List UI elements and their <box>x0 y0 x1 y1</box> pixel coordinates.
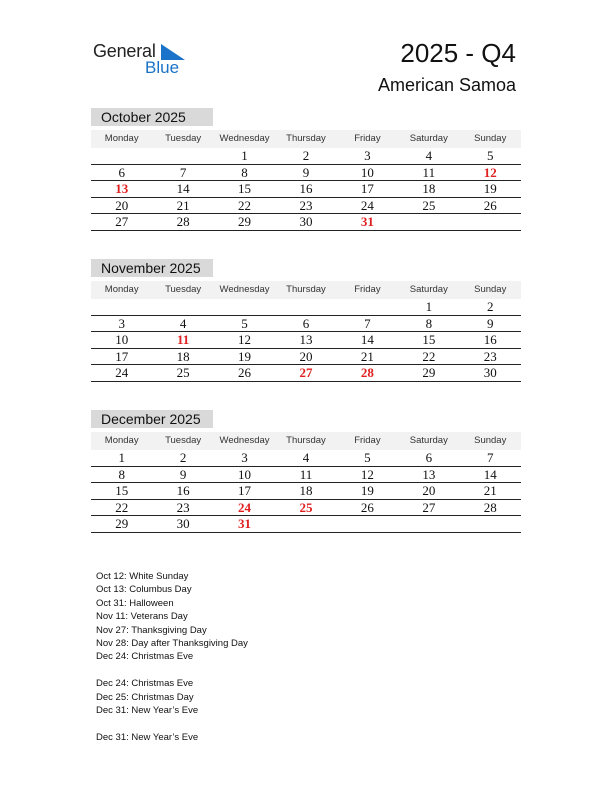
day-cell: 29 <box>115 516 129 531</box>
day-cell: 27 <box>115 214 129 229</box>
holiday-note: Oct 31: Halloween <box>96 597 174 609</box>
day-cell: 11 <box>299 466 313 482</box>
day-cell: 25 <box>422 197 436 213</box>
day-cell: 8 <box>425 315 433 331</box>
day-cell: 17 <box>115 348 129 364</box>
day-cell <box>337 299 398 315</box>
holiday-day-cell: 11 <box>176 332 190 347</box>
day-cell: 1 <box>241 148 248 163</box>
day-cell <box>275 299 336 315</box>
day-cell: 6 <box>302 315 310 331</box>
day-cell: 23 <box>176 499 190 515</box>
holiday-day-cell: 31 <box>360 214 374 229</box>
month-label: December 2025 <box>91 410 213 428</box>
day-cell: 19 <box>483 181 497 196</box>
day-cell: 24 <box>115 365 129 380</box>
day-cell: 22 <box>115 499 129 515</box>
day-cell: 13 <box>422 466 436 482</box>
weekday-label: Saturday <box>409 133 448 144</box>
week-row <box>91 181 521 198</box>
week-row <box>91 516 521 533</box>
holiday-note: Nov 27: Thanksgiving Day <box>96 624 207 636</box>
week-row <box>91 148 521 165</box>
weekday-label: Sunday <box>474 284 507 295</box>
holiday-day-cell: 25 <box>299 499 313 515</box>
day-cell: 19 <box>360 483 374 498</box>
day-cell: 18 <box>176 348 190 364</box>
holiday-note: Dec 24: Christmas Eve <box>96 678 194 690</box>
holiday-notes-group-2 <box>96 677 248 717</box>
month-calendar-december <box>91 410 521 533</box>
weekday-label: Thursday <box>286 133 326 144</box>
holiday-day-cell: 27 <box>299 365 313 380</box>
weekday-label: Monday <box>104 435 139 446</box>
day-cell: 30 <box>299 214 313 229</box>
day-cell: 6 <box>118 164 125 180</box>
weekday-label: Tuesday <box>165 133 202 144</box>
day-cell: 8 <box>118 466 125 482</box>
day-cell: 10 <box>238 466 252 482</box>
weekday-label: Saturday <box>409 284 448 295</box>
day-cell: 5 <box>486 148 494 163</box>
day-cell: 21 <box>483 483 497 498</box>
logo <box>93 41 193 77</box>
holiday-note: Nov 28: Day after Thanksgiving Day <box>96 638 248 650</box>
day-cell: 12 <box>360 466 374 482</box>
week-row <box>91 467 521 484</box>
weekday-header-row <box>91 281 521 299</box>
day-cell: 21 <box>176 197 190 213</box>
day-cell: 14 <box>483 466 497 482</box>
day-cell: 9 <box>302 164 310 180</box>
holiday-notes <box>96 570 248 744</box>
day-cell: 15 <box>238 181 252 196</box>
month-calendar-october <box>91 108 521 231</box>
day-cell: 29 <box>238 214 252 229</box>
week-row <box>91 483 521 500</box>
day-cell: 26 <box>238 365 252 380</box>
day-cell: 3 <box>241 450 248 465</box>
day-cell <box>152 148 213 164</box>
weekday-label: Saturday <box>409 435 448 446</box>
day-cell: 29 <box>422 365 436 380</box>
month-label: November 2025 <box>91 259 213 277</box>
day-cell: 9 <box>179 466 187 482</box>
holiday-note: Dec 25: Christmas Day <box>96 691 194 703</box>
holiday-day-cell: 24 <box>238 499 252 515</box>
day-cell: 5 <box>241 315 248 331</box>
holiday-note: Dec 24: Christmas Eve <box>96 651 194 663</box>
day-cell: 9 <box>486 315 494 331</box>
day-cell: 4 <box>302 450 310 465</box>
day-cell <box>91 148 152 164</box>
day-cell: 18 <box>422 181 436 196</box>
day-cell: 12 <box>238 332 252 347</box>
day-cell: 16 <box>483 332 497 347</box>
weekday-label: Wednesday <box>219 435 270 446</box>
logo-blue-text: Blue <box>145 58 180 77</box>
weekday-label: Thursday <box>286 435 326 446</box>
weekday-label: Monday <box>104 284 139 295</box>
weekday-label: Sunday <box>474 435 507 446</box>
day-cell: 15 <box>422 332 436 347</box>
day-cell: 16 <box>299 181 313 196</box>
day-cell: 15 <box>115 483 129 498</box>
day-cell: 27 <box>422 499 436 515</box>
day-cell: 14 <box>176 181 190 196</box>
week-row <box>91 450 521 467</box>
holiday-note: Nov 11: Veterans Day <box>96 611 188 623</box>
weekday-label: Friday <box>354 133 381 144</box>
day-cell: 23 <box>483 348 497 364</box>
day-cell: 28 <box>176 214 190 229</box>
day-cell <box>91 299 152 315</box>
day-cell: 10 <box>360 164 374 180</box>
weekday-label: Tuesday <box>165 435 202 446</box>
day-cell: 26 <box>483 197 497 213</box>
logo-general-text: General <box>93 41 156 61</box>
day-cell: 4 <box>425 148 433 163</box>
day-cell <box>214 299 275 315</box>
day-cell: 7 <box>364 315 371 331</box>
day-cell: 22 <box>238 197 252 213</box>
holiday-note: Dec 31: New Year’s Eve <box>96 731 199 743</box>
day-cell: 30 <box>483 365 497 380</box>
day-cell: 5 <box>364 450 371 465</box>
day-cell: 1 <box>118 450 125 465</box>
holiday-day-cell: 12 <box>483 164 497 180</box>
day-cell: 28 <box>483 499 497 515</box>
day-cell <box>398 516 459 532</box>
day-cell: 25 <box>176 365 190 380</box>
day-cell: 4 <box>179 315 187 331</box>
weekday-label: Friday <box>354 435 381 446</box>
weekday-header-row <box>91 432 521 450</box>
page-subtitle: American Samoa <box>377 75 516 95</box>
weekday-label: Thursday <box>286 284 326 295</box>
day-cell: 17 <box>238 483 252 498</box>
day-cell: 20 <box>299 348 313 364</box>
month-calendar-november <box>91 259 521 382</box>
day-cell: 14 <box>360 332 374 347</box>
day-cell: 7 <box>486 450 494 465</box>
holiday-day-cell: 13 <box>115 181 129 196</box>
day-cell: 6 <box>425 450 433 465</box>
day-cell: 22 <box>422 348 436 364</box>
day-cell <box>460 516 521 532</box>
day-cell: 20 <box>422 483 436 498</box>
week-row <box>91 365 521 382</box>
weekday-label: Sunday <box>474 133 507 144</box>
day-cell: 16 <box>176 483 190 498</box>
month-label: October 2025 <box>91 108 213 126</box>
day-cell: 13 <box>299 332 313 347</box>
day-cell <box>460 214 521 230</box>
day-cell: 2 <box>302 148 310 163</box>
day-cell: 1 <box>425 299 433 314</box>
weekday-label: Monday <box>104 133 139 144</box>
day-cell: 2 <box>486 299 494 314</box>
week-row <box>91 349 521 366</box>
week-row <box>91 332 521 349</box>
holiday-note: Oct 13: Columbus Day <box>96 584 192 596</box>
weekday-label: Friday <box>354 284 381 295</box>
holiday-note: Dec 31: New Year’s Eve <box>96 705 199 717</box>
week-row <box>91 165 521 182</box>
day-cell: 26 <box>360 499 374 515</box>
holiday-note: Oct 12: White Sunday <box>96 571 189 582</box>
day-cell: 19 <box>238 348 252 364</box>
day-cell: 23 <box>299 197 313 213</box>
day-cell: 30 <box>176 516 190 531</box>
weekday-label: Wednesday <box>219 133 270 144</box>
holiday-notes-group-3 <box>96 731 248 744</box>
day-cell: 17 <box>360 181 374 196</box>
day-cell: 7 <box>179 164 187 180</box>
day-cell: 8 <box>241 164 248 180</box>
week-row <box>91 214 521 231</box>
week-row <box>91 316 521 333</box>
day-cell <box>337 516 398 532</box>
day-cell: 3 <box>118 315 125 331</box>
week-row <box>91 198 521 215</box>
day-cell: 20 <box>115 197 129 213</box>
day-cell: 11 <box>422 164 436 180</box>
day-cell <box>275 516 336 532</box>
day-cell: 10 <box>115 332 129 347</box>
day-cell: 18 <box>299 483 313 498</box>
week-row <box>91 299 521 316</box>
day-cell <box>152 299 213 315</box>
weekday-header-row <box>91 130 521 148</box>
day-cell: 3 <box>364 148 371 163</box>
page-title: 2025 - Q4 <box>400 38 516 68</box>
weekday-label: Wednesday <box>219 284 270 295</box>
week-row <box>91 500 521 517</box>
day-cell: 24 <box>360 197 374 213</box>
holiday-day-cell: 31 <box>238 516 252 531</box>
day-cell <box>398 214 459 230</box>
day-cell: 2 <box>179 450 187 465</box>
holiday-day-cell: 28 <box>360 365 374 380</box>
day-cell: 21 <box>360 348 374 364</box>
weekday-label: Tuesday <box>165 284 202 295</box>
holiday-notes-group-1 <box>96 570 248 664</box>
